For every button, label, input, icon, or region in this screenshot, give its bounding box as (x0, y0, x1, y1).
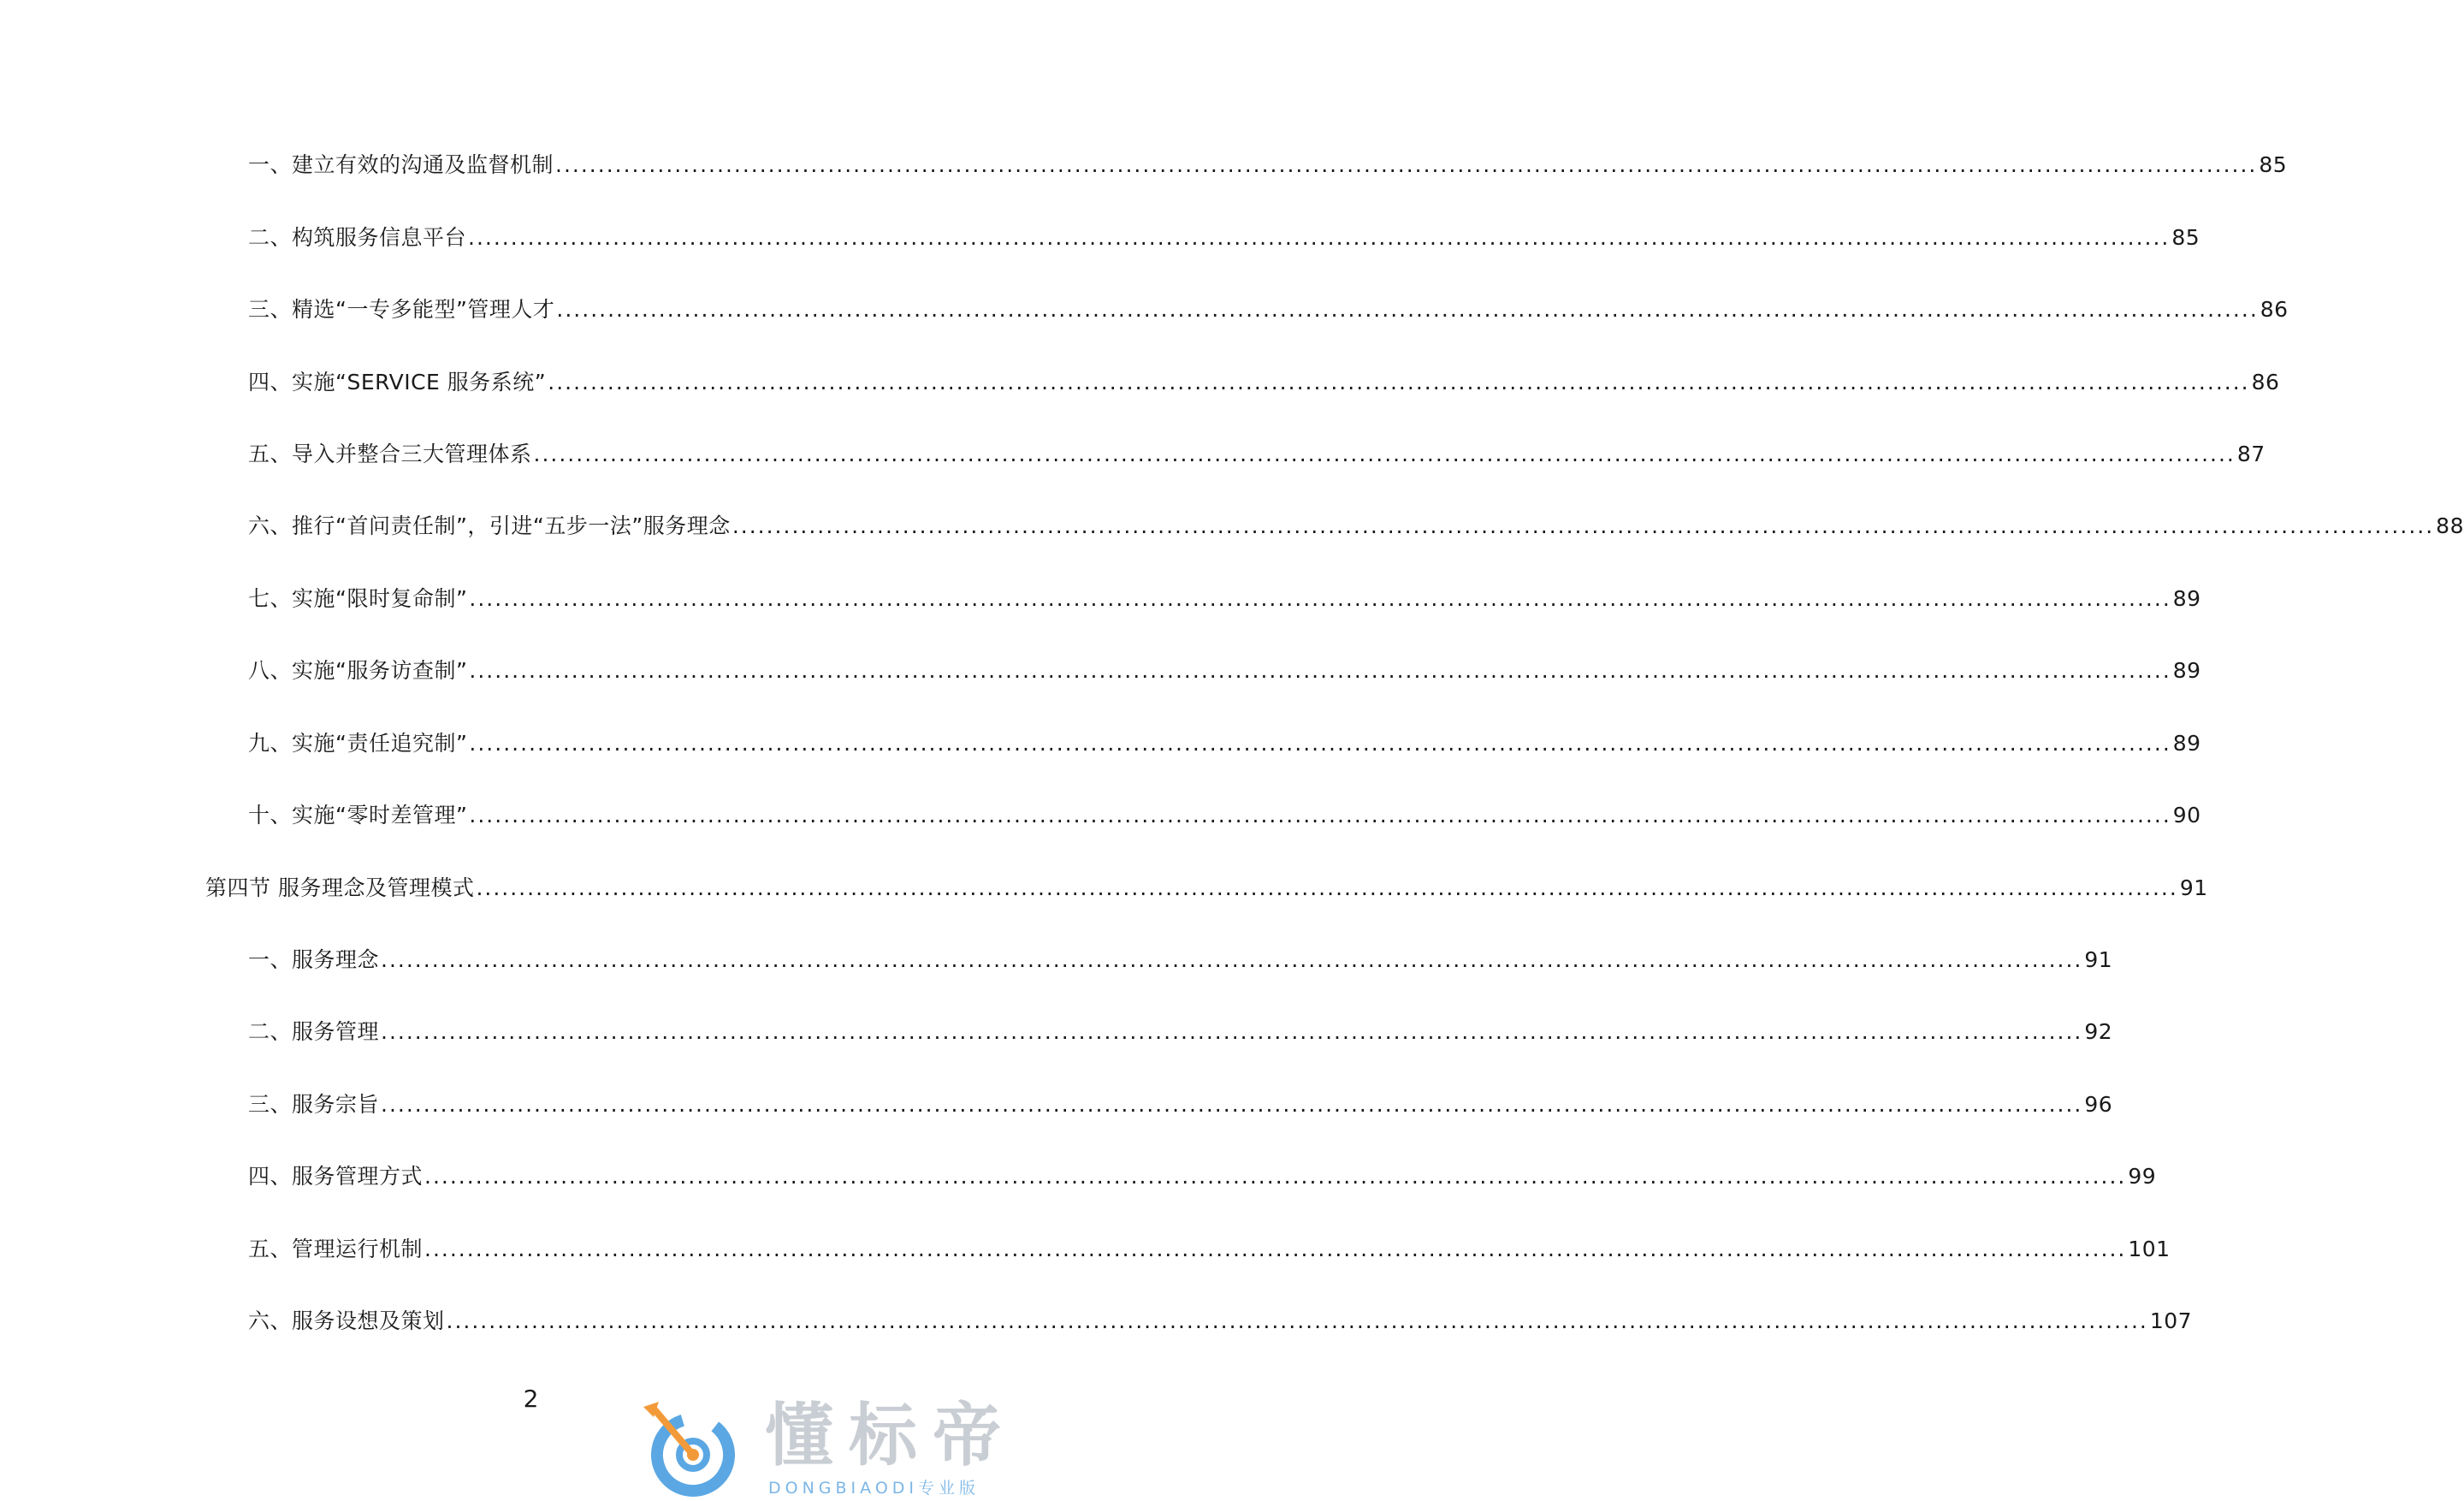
toc-entry-title: 二、构筑服务信息平台 (248, 225, 467, 250)
toc-leader-dots: ........................................................................................................................................................................................................ (533, 442, 2236, 466)
toc-entry[interactable] (248, 1235, 2171, 1264)
toc-entry-title: 八、实施“服务访查制” (248, 658, 468, 683)
toc-entry-page: 91 (2179, 875, 2208, 900)
toc-entry-page: 89 (2172, 658, 2201, 683)
toc-entry-page: 90 (2172, 803, 2201, 828)
toc-entry[interactable] (248, 223, 2200, 252)
toc-entry-title: 一、建立有效的沟通及监督机制 (248, 152, 554, 177)
toc-leader-dots: ........................................................................................................................................................................................................ (469, 586, 2171, 611)
target-logo-icon (642, 1402, 737, 1498)
toc-entry-title: 六、服务设想及策划 (248, 1308, 445, 1333)
toc-entry[interactable] (248, 801, 2201, 830)
toc-entry[interactable] (248, 946, 2113, 975)
toc-leader-dots: ........................................................................................................................................................................................................ (424, 1237, 2127, 1261)
toc-entry-page: 101 (2128, 1237, 2171, 1261)
toc-entry-title: 六、推行“首问责任制”，引进“五步一法”服务理念 (248, 513, 731, 538)
toc-leader-dots: ........................................................................................................................................................................................................ (732, 513, 2435, 538)
watermark (635, 1395, 1037, 1498)
toc-entry-title: 三、精选“一专多能型”管理人才 (248, 297, 555, 322)
toc-leader-dots: ........................................................................................................................................................................................................ (548, 370, 2250, 395)
toc-entry-title: 五、导入并整合三大管理体系 (248, 442, 532, 466)
toc-leader-dots: ........................................................................................................................................................................................................ (469, 658, 2171, 683)
toc-leader-dots: ........................................................................................................................................................................................................ (468, 225, 2171, 250)
toc-entry-page: 107 (2149, 1308, 2193, 1333)
toc-entry-page: 88 (2436, 513, 2464, 538)
toc-entry-title: 二、服务管理 (248, 1019, 380, 1044)
watermark-subtitle: DONGBIAODI专业版 (768, 1479, 980, 1498)
toc-leader-dots: ........................................................................................................................................................................................................ (381, 947, 2083, 972)
toc-entry[interactable] (248, 512, 2464, 541)
toc-section-entry[interactable] (205, 874, 2208, 903)
toc-entry-page: 89 (2172, 731, 2201, 756)
toc-entry-page: 86 (2260, 297, 2289, 322)
toc-entry-page: 99 (2128, 1164, 2157, 1189)
toc-entry-page: 89 (2172, 586, 2201, 611)
toc-entry[interactable] (248, 368, 2280, 397)
toc-entry[interactable] (248, 1162, 2157, 1191)
toc-entry[interactable] (248, 1307, 2193, 1336)
toc-entry-title: 四、实施“SERVICE 服务系统” (248, 370, 547, 395)
toc-leader-dots: ........................................................................................................................................................................................................ (555, 152, 2258, 177)
toc-entry[interactable] (248, 440, 2266, 469)
toc-leader-dots: ........................................................................................................................................................................................................ (381, 1019, 2083, 1044)
toc-leader-dots: ........................................................................................................................................................................................................ (446, 1308, 2148, 1333)
toc-entry[interactable] (248, 151, 2288, 180)
toc-entry-title: 第四节 服务理念及管理模式 (205, 875, 475, 900)
toc-entry[interactable] (248, 295, 2289, 324)
toc-entry-page: 85 (2171, 225, 2200, 250)
toc-entry[interactable] (248, 729, 2201, 758)
toc-entry-title: 七、实施“限时复命制” (248, 586, 468, 611)
toc-entry-page: 92 (2084, 1019, 2113, 1044)
toc-entry[interactable] (248, 584, 2201, 614)
watermark-title: 懂标帝 (765, 1396, 1016, 1475)
toc-entry-title: 三、服务宗旨 (248, 1092, 380, 1117)
toc-entry-page: 86 (2251, 370, 2280, 395)
toc-leader-dots: ........................................................................................................................................................................................................ (476, 875, 2178, 900)
toc-entry-title: 四、服务管理方式 (248, 1164, 424, 1189)
toc-leader-dots: ........................................................................................................................................................................................................ (381, 1092, 2083, 1117)
toc-entry-page: 91 (2084, 947, 2113, 972)
toc-entry-title: 五、管理运行机制 (248, 1237, 424, 1261)
toc-entry[interactable] (248, 656, 2201, 685)
toc-entry-title: 一、服务理念 (248, 947, 380, 972)
toc-leader-dots: ........................................................................................................................................................................................................ (469, 803, 2171, 828)
toc-entry-page: 87 (2236, 442, 2266, 466)
toc-entry-title: 九、实施“责任追究制” (248, 731, 468, 756)
toc-entry-page: 96 (2084, 1092, 2113, 1117)
page-number: 2 (523, 1385, 539, 1413)
toc-entry[interactable] (248, 1090, 2113, 1119)
toc-entry[interactable] (248, 1017, 2113, 1047)
toc-leader-dots: ........................................................................................................................................................................................................ (424, 1164, 2127, 1189)
toc-entry-page: 85 (2259, 152, 2288, 177)
toc-leader-dots: ........................................................................................................................................................................................................ (556, 297, 2259, 322)
toc-leader-dots: ........................................................................................................................................................................................................ (469, 731, 2171, 756)
toc-entry-title: 十、实施“零时差管理” (248, 803, 468, 828)
